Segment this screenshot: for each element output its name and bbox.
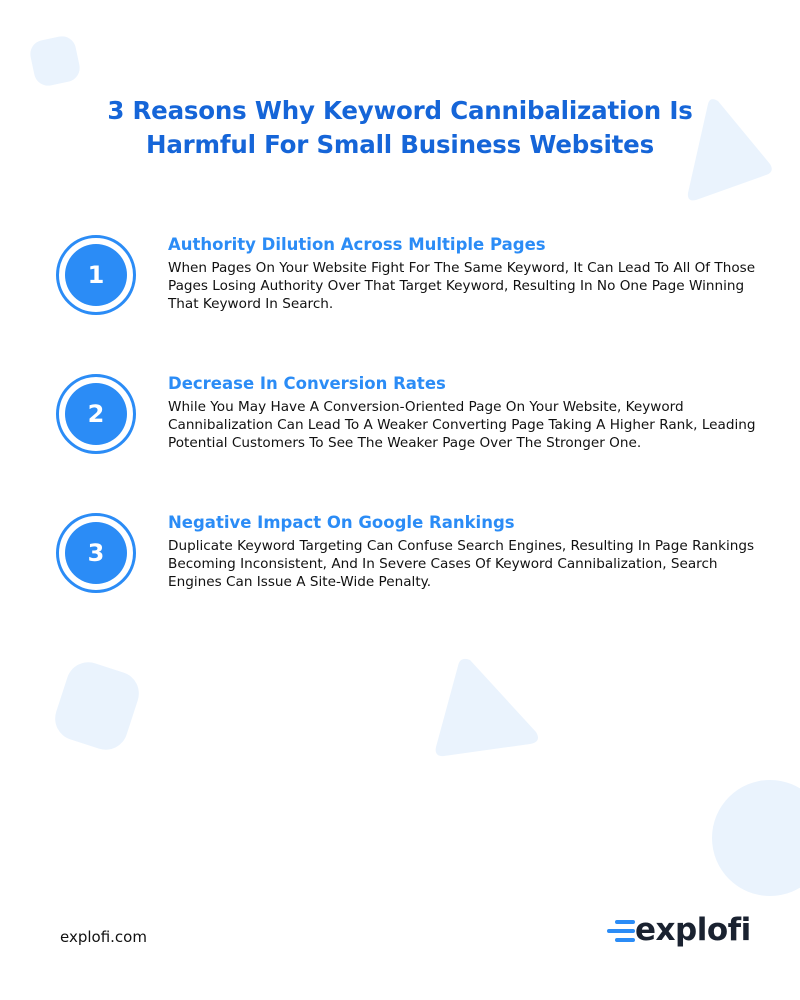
reason-item-1 bbox=[56, 235, 776, 327]
decor-circle-bottom-right bbox=[708, 776, 800, 900]
decor-rounded-square-bottom-left bbox=[46, 652, 150, 764]
page-title-line-1: 3 Reasons Why Keyword Cannibalization Is bbox=[107, 96, 693, 125]
reason-body-3: Duplicate Keyword Targeting Can Confuse Search Engines, Resulting In Page Rankings Becoming Inconsistent, And In Severe Cases Of Keyword Cannibalization, Search Engines Can Issue A Site-Wide Penalty. bbox=[168, 538, 755, 590]
number-badge-label-1: 1 bbox=[65, 244, 127, 306]
number-badge-3 bbox=[56, 513, 136, 593]
reason-heading-2: Decrease In Conversion Rates bbox=[168, 374, 446, 393]
reason-heading-1: Authority Dilution Across Multiple Pages bbox=[168, 235, 546, 254]
page-title bbox=[40, 94, 760, 162]
brand-logo-text: explofi bbox=[635, 912, 751, 948]
number-badge-1 bbox=[56, 235, 136, 315]
number-badge-label-3: 3 bbox=[65, 522, 127, 584]
brand-logo bbox=[605, 906, 751, 954]
reason-item-3 bbox=[56, 513, 776, 605]
decor-triangle-bottom-center bbox=[432, 652, 544, 762]
speed-lines-icon bbox=[607, 920, 637, 942]
decor-rounded-square-top-left bbox=[24, 30, 88, 94]
number-badge-label-2: 2 bbox=[65, 383, 127, 445]
reason-body-1: When Pages On Your Website Fight For The Same Keyword, It Can Lead To All Of Those Pages Losing Authority Over That Target Keyword, Resulting In No One Page Winning That Keyword In Search. bbox=[168, 260, 756, 312]
reason-body-2: While You May Have A Conversion-Oriented Page On Your Website, Keyword Cannibalization Can Lead To A Weaker Converting Page Taking A Higher Rank, Leading Potential Customers To See The Weaker Page Over The Stronger One. bbox=[168, 399, 756, 451]
number-badge-2 bbox=[56, 374, 136, 454]
footer-domain-link[interactable]: explofi.com bbox=[60, 928, 147, 946]
reason-item-2 bbox=[56, 374, 776, 466]
reason-heading-3: Negative Impact On Google Rankings bbox=[168, 513, 515, 532]
page-title-line-2: Harmful For Small Business Websites bbox=[146, 130, 654, 159]
